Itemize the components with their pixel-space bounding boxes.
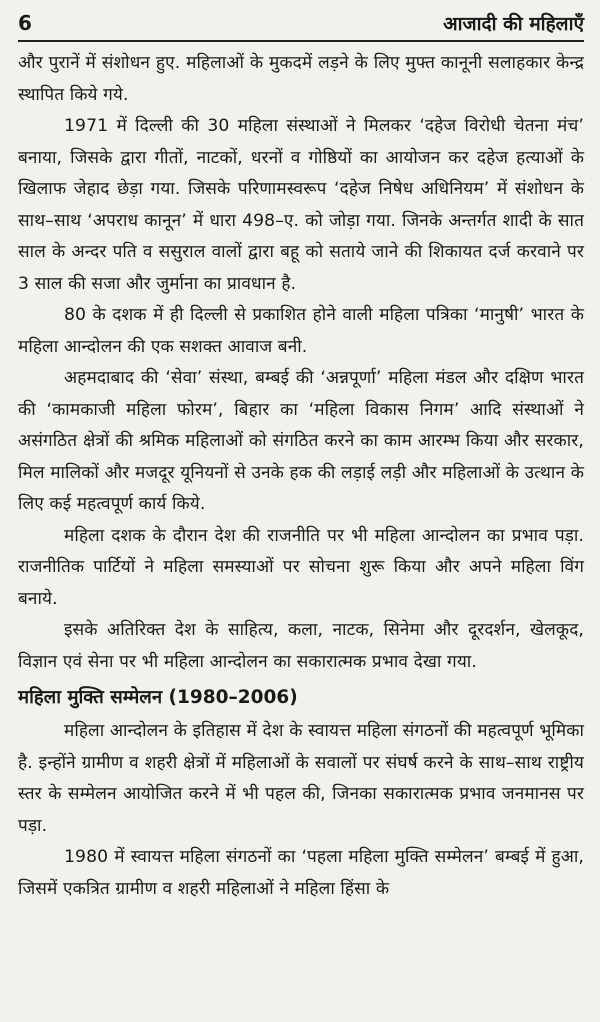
paragraph: इसके अतिरिक्त देश के साहित्य, कला, नाटक, सिनेमा और दूरदर्शन, खेलकूद, विज्ञान एवं सेना पर भी महिला आन्दोलन का सकारात्मक प्रभाव देखा गया.: [18, 620, 584, 672]
page-number: 6: [18, 11, 32, 35]
paragraph: 1971 में दिल्ली की 30 महिला संस्थाओं ने मिलकर ‘दहेज विरोधी चेतना मंच’ बनाया, जिसके द्वारा गीतों, नाटकों, धरनों व गोष्ठियों का आयोजन कर दहेज हत्याओं के खिलाफ जेहाद छेड़ा गया. जिसके परिणामस्वरूप ‘दहेज निषेध अधिनियम’ में संशोधन के साथ–साथ ‘अपराध कानून’ में धारा 498–ए. को जोड़ा गया. जिनके अन्तर्गत शादी के सात साल के अन्दर पति व ससुराल वालों द्वारा बहू को सताये जाने की शिकायत दर्ज करवाने पर 3 साल की सजा और जुर्माना का प्रावधान है.: [18, 116, 584, 294]
paragraph: 1980 में स्वायत्त महिला संगठनों का ‘पहला महिला मुक्ति सम्मेलन’ बम्बई में हुआ, जिसमें एकत्रित ग्रामीण व शहरी महिलाओं ने महिला हिंसा के: [18, 847, 584, 899]
paragraph: अहमदाबाद की ‘सेवा’ संस्था, बम्बई की ‘अन्नपूर्णा’ महिला मंडल और दक्षिण भारत की ‘कामकाजी महिला फोरम’, बिहार का ‘महिला विकास निगम’ आदि संस्थाओं ने असंगठित क्षेत्रों की श्रमिक महिलाओं को संगठित करने का काम आरम्भ किया और सरकार, मिल मालिकों और मजदूर यूनियनों से उनके हक की लड़ाई लड़ी और महिलाओं के उत्थान के लिए कई महत्वपूर्ण कार्य किये.: [18, 368, 584, 514]
page-header: [18, 10, 584, 42]
paragraph: 80 के दशक में ही दिल्ली से प्रकाशित होने वाली महिला पत्रिका ‘मानुषी’ भारत के महिला आन्दोलन की एक सशक्त आवाज बनी.: [18, 305, 584, 357]
paragraph: और पुरानें में संशोधन हुए. महिलाओं के मुकदमें लड़ने के लिए मुफ्त कानूनी सलाहकार केन्द्र स्थापित किये गये.: [18, 53, 584, 105]
section-heading: महिला मुक्ति सम्मेलन (1980–2006): [18, 687, 298, 708]
paragraph: महिला आन्दोलन के इतिहास में देश के स्वायत्त महिला संगठनों की महत्वपूर्ण भूमिका है. इन्होंने ग्रामीण व शहरी क्षेत्रों में महिलाओं के सवालों पर संघर्ष करने के साथ–साथ राष्ट्रीय स्तर के सम्मेलन आयोजित करने में भी पहल की, जिनका सकारात्मक प्रभाव जनमानस पर पड़ा.: [18, 721, 584, 836]
paragraph: महिला दशक के दौरान देश की राजनीति पर भी महिला आन्दोलन का प्रभाव पड़ा. राजनीतिक पार्टियों ने महिला समस्याओं पर सोचना शुरू किया और अपने महिला विंग बनाये.: [18, 525, 584, 609]
running-title: आजादी की महिलाएँ: [443, 13, 584, 35]
